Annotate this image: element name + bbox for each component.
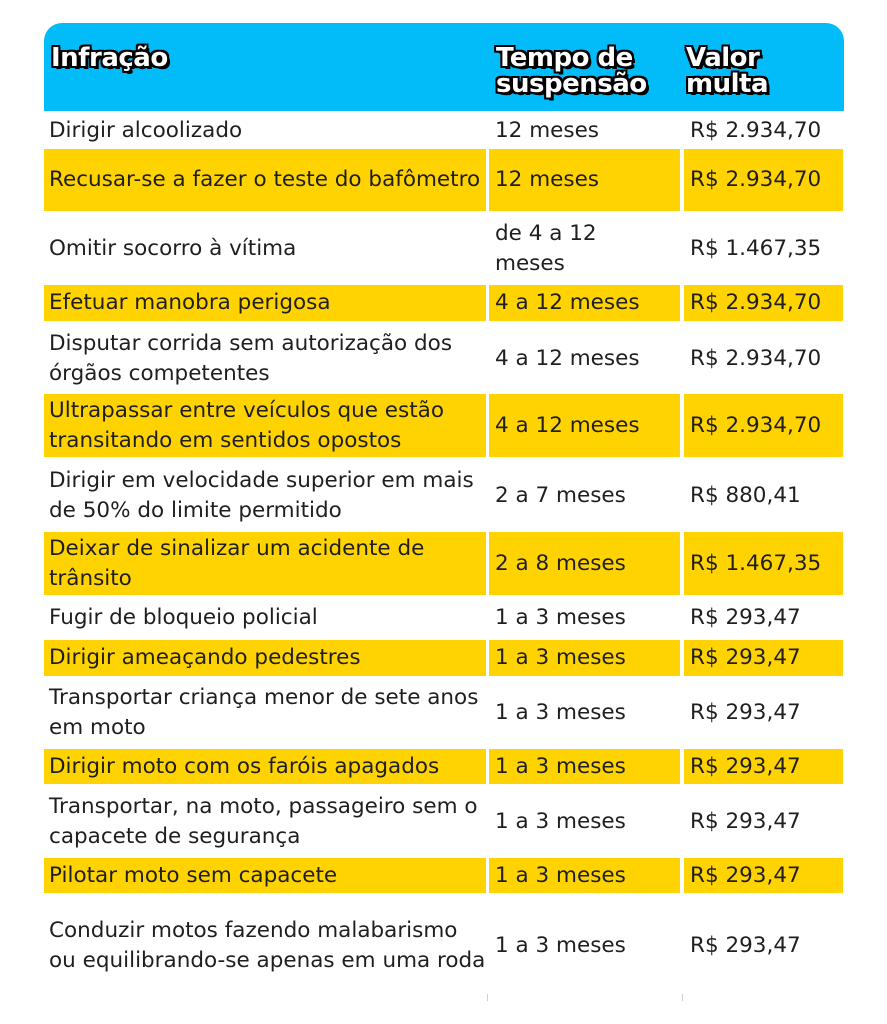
table-row bbox=[44, 112, 844, 150]
penalty-table bbox=[44, 23, 844, 973]
cell-tempo: 4 a 12 meses bbox=[489, 285, 680, 321]
cell-valor: R$ 2.934,70 bbox=[684, 149, 843, 211]
cell-tempo: de 4 a 12 meses bbox=[495, 221, 597, 276]
header-tempo-line2: suspensão bbox=[496, 69, 647, 99]
cell-valor: R$ 293,47 bbox=[690, 605, 801, 630]
table-row bbox=[44, 214, 844, 284]
cell-tempo: 1 a 3 meses bbox=[495, 605, 626, 630]
cell-valor: R$ 1.467,35 bbox=[690, 236, 822, 261]
cell-tempo: 1 a 3 meses bbox=[495, 700, 626, 725]
table-row bbox=[44, 749, 844, 784]
cell-infracao: Conduzir motos fazendo malabarismo ou equilibrando-se apenas em uma roda bbox=[49, 918, 486, 973]
cell-infracao: Transportar criança menor de sete anos em moto bbox=[49, 685, 479, 740]
cell-valor: R$ 1.467,35 bbox=[684, 532, 843, 595]
cell-infracao: Dirigir ameaçando pedestres bbox=[44, 640, 486, 676]
table-header bbox=[44, 23, 844, 111]
table-row bbox=[44, 285, 844, 321]
table-row bbox=[44, 461, 844, 530]
table-row bbox=[44, 149, 844, 211]
table-row bbox=[44, 858, 844, 893]
cell-tempo: 2 a 7 meses bbox=[495, 482, 626, 508]
cell-valor: R$ 293,47 bbox=[690, 933, 801, 958]
cell-infracao: Fugir de bloqueio policial bbox=[49, 605, 318, 630]
table-row bbox=[44, 640, 844, 676]
cell-valor: R$ 293,47 bbox=[690, 808, 801, 834]
header-tempo-line1: Tempo de bbox=[496, 43, 633, 73]
cell-infracao: Omitir socorro à vítima bbox=[49, 236, 297, 261]
cell-tempo: 4 a 12 meses bbox=[495, 345, 640, 371]
cell-tempo: 1 a 3 meses bbox=[489, 858, 680, 893]
cell-tempo: 2 a 8 meses bbox=[489, 532, 680, 595]
header-tempo bbox=[496, 45, 666, 97]
cell-infracao: Dirigir em velocidade superior em mais de 50% do limite permitido bbox=[49, 467, 474, 523]
cell-valor: R$ 293,47 bbox=[684, 858, 843, 893]
cell-tempo: 1 a 3 meses bbox=[495, 808, 626, 834]
cell-infracao: Ultrapassar entre veículos que estão transitando em sentidos opostos bbox=[44, 394, 486, 457]
cell-tempo: 1 a 3 meses bbox=[489, 749, 680, 784]
column-divider-mark bbox=[487, 994, 488, 1001]
table-row bbox=[44, 532, 844, 595]
cell-tempo: 12 meses bbox=[495, 118, 599, 143]
cell-infracao: Pilotar moto sem capacete bbox=[44, 858, 486, 893]
table-row bbox=[44, 787, 844, 856]
header-valor-line1: Valor bbox=[686, 43, 760, 73]
column-divider-mark bbox=[682, 994, 683, 1001]
cell-infracao: Dirigir moto com os faróis apagados bbox=[44, 749, 486, 784]
cell-infracao: Deixar de sinalizar um acidente de trânsito bbox=[44, 532, 486, 595]
table-row bbox=[44, 599, 844, 637]
table-row bbox=[44, 324, 844, 393]
header-valor bbox=[686, 45, 768, 97]
cell-valor: R$ 293,47 bbox=[690, 700, 801, 725]
cell-tempo: 4 a 12 meses bbox=[489, 394, 680, 457]
cell-tempo: 12 meses bbox=[489, 149, 680, 211]
cell-valor: R$ 2.934,70 bbox=[684, 394, 843, 457]
cell-valor: R$ 2.934,70 bbox=[684, 285, 843, 321]
cell-infracao: Efetuar manobra perigosa bbox=[44, 285, 486, 321]
cell-valor: R$ 2.934,70 bbox=[690, 118, 822, 143]
header-infracao: Infração bbox=[51, 43, 168, 73]
cell-valor: R$ 293,47 bbox=[684, 749, 843, 784]
cell-tempo: 1 a 3 meses bbox=[489, 640, 680, 676]
table-row bbox=[44, 896, 844, 996]
cell-valor: R$ 293,47 bbox=[684, 640, 843, 676]
cell-valor: R$ 880,41 bbox=[690, 482, 801, 508]
cell-tempo: 1 a 3 meses bbox=[495, 933, 626, 958]
header-valor-line2: multa bbox=[686, 69, 768, 99]
cell-infracao: Recusar-se a fazer o teste do bafômetro bbox=[44, 149, 486, 211]
cell-infracao: Dirigir alcoolizado bbox=[49, 118, 243, 143]
table-row bbox=[44, 678, 844, 748]
cell-valor: R$ 2.934,70 bbox=[690, 345, 822, 371]
cell-infracao: Disputar corrida sem autorização dos órgãos competentes bbox=[49, 330, 453, 386]
cell-infracao: Transportar, na moto, passageiro sem o capacete de segurança bbox=[49, 793, 478, 849]
table-row bbox=[44, 394, 844, 457]
